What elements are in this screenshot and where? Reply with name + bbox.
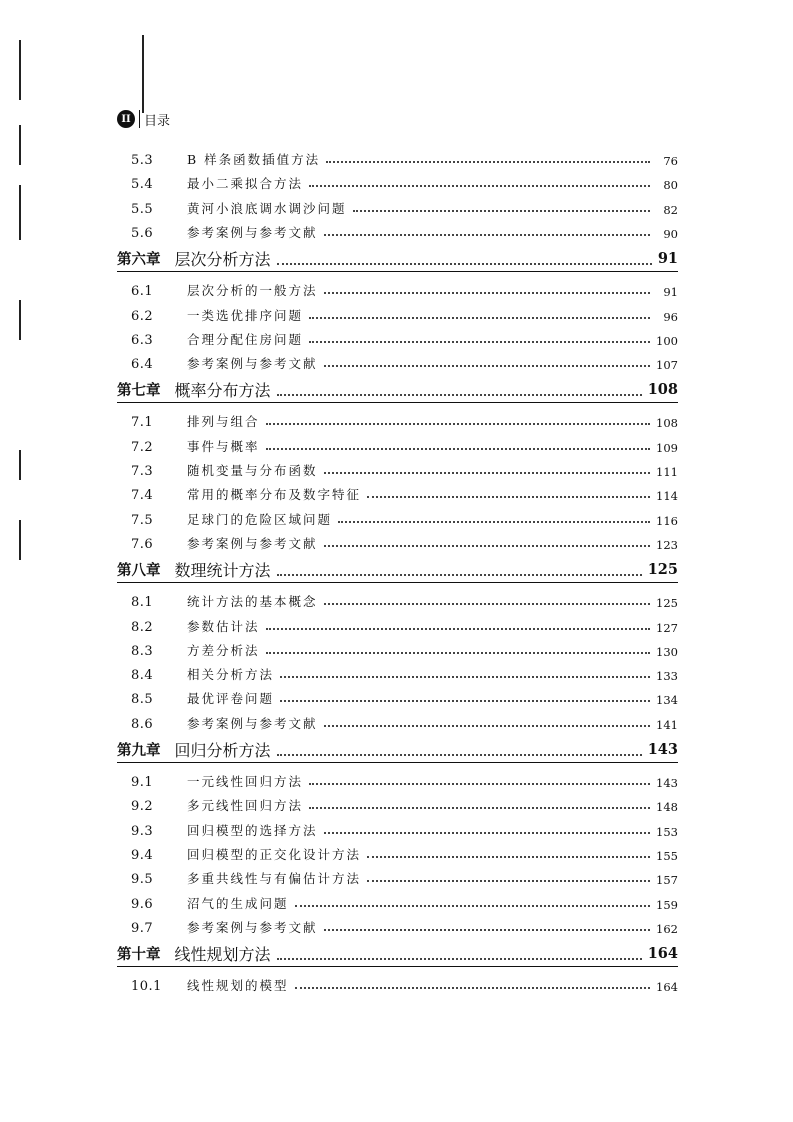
scan-margin-line <box>19 185 21 240</box>
section-number: 7.6 <box>131 536 154 552</box>
scan-margin-line <box>19 125 21 165</box>
dot-leader <box>277 573 642 576</box>
section-number: 7.4 <box>131 488 154 504</box>
section-title: 线性规划的模型 <box>187 978 289 994</box>
chapter-title: 层次分析方法 <box>174 249 271 269</box>
dot-leader <box>324 544 650 547</box>
section-number: 6.2 <box>131 308 154 324</box>
section-title: 最小二乘拟合方法 <box>187 176 304 192</box>
section-number: 9.7 <box>131 920 154 936</box>
dot-leader <box>367 879 650 882</box>
toc-section-row[interactable] <box>117 506 678 528</box>
dot-leader <box>277 393 642 396</box>
dot-leader <box>324 928 650 931</box>
section-title: 事件与概率 <box>187 438 260 454</box>
page-number: 133 <box>656 669 678 684</box>
page-number: 155 <box>656 848 678 863</box>
section-number: 5.4 <box>131 177 154 193</box>
section-number: 7.1 <box>131 415 154 431</box>
dot-leader <box>324 831 650 834</box>
page-number: 100 <box>656 333 678 348</box>
section-title: B 样条函数插值方法 <box>187 152 321 167</box>
section-number: 9.2 <box>131 799 154 815</box>
page-number: 159 <box>656 897 678 912</box>
section-number: 8.1 <box>131 595 154 611</box>
header-title: 目录 <box>144 113 171 129</box>
section-title: 参考案例与参考文献 <box>187 356 318 372</box>
section-number: 10.1 <box>131 979 162 995</box>
toc-section-row[interactable] <box>117 841 678 863</box>
dot-leader <box>338 520 650 523</box>
page-number: 108 <box>647 380 678 398</box>
section-number: 8.4 <box>131 668 154 684</box>
page-number: 162 <box>656 921 678 936</box>
toc-section-row[interactable] <box>117 661 678 683</box>
dot-leader <box>277 262 652 265</box>
dot-leader <box>309 782 650 785</box>
chapter-title: 回归分析方法 <box>174 740 271 760</box>
section-number: 9.1 <box>131 775 154 790</box>
dot-leader <box>324 724 650 727</box>
page-number: 141 <box>656 717 678 732</box>
section-number: 7.5 <box>131 512 154 528</box>
dot-leader <box>280 699 650 702</box>
section-title: 回归模型的选择方法 <box>187 822 318 838</box>
toc-section-row[interactable] <box>117 914 678 936</box>
toc-section-row[interactable] <box>117 588 678 610</box>
section-title: 参考案例与参考文献 <box>187 919 318 935</box>
dot-leader <box>324 471 650 474</box>
section-title: 参数估计法 <box>187 618 260 634</box>
page-number: 134 <box>656 693 678 708</box>
page-number: 157 <box>656 873 678 888</box>
dot-leader <box>295 986 650 989</box>
toc-chapter-row[interactable] <box>117 556 678 583</box>
dot-leader <box>309 340 650 343</box>
toc-section-row[interactable] <box>117 350 678 372</box>
scan-margin-line <box>19 520 21 560</box>
toc-section-row[interactable] <box>117 170 678 192</box>
page-number: 164 <box>647 944 678 962</box>
page-number: 125 <box>647 560 678 578</box>
toc-section-row[interactable] <box>117 613 678 635</box>
section-title: 沼气的生成问题 <box>187 895 289 911</box>
section-title: 多重共线性与有偏估计方法 <box>187 871 362 887</box>
toc-section-row[interactable] <box>117 710 678 732</box>
toc-section-row[interactable] <box>117 481 678 503</box>
page-number: 80 <box>663 178 678 193</box>
toc-section-row[interactable] <box>117 302 678 324</box>
page-number: 114 <box>656 489 678 504</box>
page-number: 109 <box>656 440 678 455</box>
section-number: 9.3 <box>131 823 154 839</box>
toc-chapter-row[interactable] <box>117 245 678 272</box>
section-number: 8.5 <box>131 692 154 708</box>
page-number: 111 <box>656 465 678 479</box>
dot-leader <box>266 422 650 425</box>
toc-chapter-row[interactable] <box>117 376 678 403</box>
toc-section-row[interactable] <box>117 277 678 299</box>
toc-section-row[interactable] <box>117 972 678 994</box>
section-number: 8.6 <box>131 716 154 732</box>
page-number: 91 <box>657 249 678 267</box>
dot-leader <box>367 855 650 858</box>
page-number: 143 <box>647 740 678 758</box>
page-number: 96 <box>663 309 678 324</box>
dot-leader <box>266 627 650 630</box>
page-number: 153 <box>656 824 678 839</box>
page-number-badge: II <box>117 110 135 128</box>
section-title: 多元线性回归方法 <box>187 798 304 814</box>
dot-leader <box>266 651 650 654</box>
chapter-number: 第八章 <box>117 562 161 579</box>
section-number: 9.5 <box>131 872 154 888</box>
toc-section-row[interactable] <box>117 195 678 217</box>
section-number: 5.6 <box>131 225 154 241</box>
toc-chapter-row[interactable] <box>117 736 678 763</box>
scan-margin-line <box>19 40 21 100</box>
dot-leader <box>295 904 650 907</box>
section-title: 参考案例与参考文献 <box>187 224 318 240</box>
chapter-number: 第七章 <box>117 382 161 399</box>
section-title: 合理分配住房问题 <box>187 331 304 347</box>
dot-leader <box>353 209 650 212</box>
page-number: 82 <box>663 202 678 217</box>
section-number: 9.6 <box>131 896 154 912</box>
dot-leader <box>309 184 650 187</box>
dot-leader <box>266 447 650 450</box>
section-title: 参考案例与参考文献 <box>187 535 318 551</box>
page-number: 116 <box>656 513 678 528</box>
page-number: 91 <box>663 285 678 300</box>
section-number: 8.3 <box>131 643 154 659</box>
dot-leader <box>324 291 650 294</box>
dot-leader <box>277 753 642 756</box>
section-title: 参考案例与参考文献 <box>187 715 318 731</box>
page-number: 130 <box>656 644 678 659</box>
section-number: 6.4 <box>131 357 154 373</box>
section-number: 5.5 <box>131 201 154 217</box>
toc-section-row[interactable] <box>117 792 678 814</box>
section-title: 足球门的危险区域问题 <box>187 511 333 527</box>
section-title: 排列与组合 <box>187 414 260 430</box>
toc-section-row[interactable] <box>117 768 678 790</box>
chapter-number: 第六章 <box>117 251 161 268</box>
dot-leader <box>280 675 650 678</box>
section-number: 7.3 <box>131 464 154 479</box>
toc-section-row[interactable] <box>117 817 678 839</box>
toc-section-row[interactable] <box>117 865 678 887</box>
page-number: 123 <box>656 537 678 552</box>
chapter-number: 第九章 <box>117 742 161 759</box>
section-title: 回归模型的正交化设计方法 <box>187 846 362 862</box>
section-title: 黄河小浪底调水调沙问题 <box>187 200 347 216</box>
section-title: 相关分析方法 <box>187 667 275 683</box>
page-number: 148 <box>656 800 678 815</box>
section-title: 最优评卷问题 <box>187 691 275 707</box>
toc-section-row[interactable] <box>117 890 678 912</box>
dot-leader <box>277 957 642 960</box>
section-title: 方差分析法 <box>187 642 260 658</box>
dot-leader <box>324 602 650 605</box>
toc-section-row[interactable] <box>117 637 678 659</box>
section-title: 一元线性回归方法 <box>187 774 304 789</box>
toc-section-row[interactable] <box>117 530 678 552</box>
toc-section-row[interactable] <box>117 685 678 707</box>
toc-section-row[interactable] <box>117 408 678 430</box>
chapter-title: 线性规划方法 <box>174 944 271 964</box>
section-title: 一类选优排序问题 <box>187 307 304 323</box>
toc-section-row[interactable] <box>117 457 678 479</box>
toc-chapter-row[interactable] <box>117 940 678 967</box>
section-number: 6.3 <box>131 332 154 348</box>
page-number: 127 <box>656 620 678 635</box>
section-title: 随机变量与分布函数 <box>187 463 318 478</box>
page-number: 164 <box>656 980 678 995</box>
section-number: 9.4 <box>131 847 154 863</box>
section-number: 7.2 <box>131 439 154 455</box>
section-number: 5.3 <box>131 153 154 168</box>
page-number: 76 <box>663 154 678 168</box>
toc-section-row[interactable] <box>117 146 678 168</box>
section-title: 层次分析的一般方法 <box>187 283 318 299</box>
toc-section-row[interactable] <box>117 326 678 348</box>
page-number: 107 <box>656 358 678 373</box>
dot-leader <box>367 495 650 498</box>
dot-leader <box>324 233 650 236</box>
scan-margin-line <box>19 300 21 340</box>
section-number: 8.2 <box>131 619 154 635</box>
dot-leader <box>309 806 650 809</box>
section-number: 6.1 <box>131 284 154 300</box>
page-number: 90 <box>663 226 678 241</box>
toc-section-row[interactable] <box>117 219 678 241</box>
chapter-number: 第十章 <box>117 946 161 963</box>
page-number: 125 <box>656 596 678 611</box>
dot-leader <box>309 316 650 319</box>
page-number: 108 <box>656 416 678 431</box>
scan-margin-line <box>19 450 21 480</box>
toc-section-row[interactable] <box>117 433 678 455</box>
dot-leader <box>326 160 650 163</box>
table-of-contents <box>117 0 678 1122</box>
chapter-title: 概率分布方法 <box>174 380 271 400</box>
chapter-title: 数理统计方法 <box>174 560 271 580</box>
section-title: 常用的概率分布及数字特征 <box>187 487 362 503</box>
section-title: 统计方法的基本概念 <box>187 594 318 610</box>
dot-leader <box>324 364 650 367</box>
page-number: 143 <box>656 776 678 790</box>
